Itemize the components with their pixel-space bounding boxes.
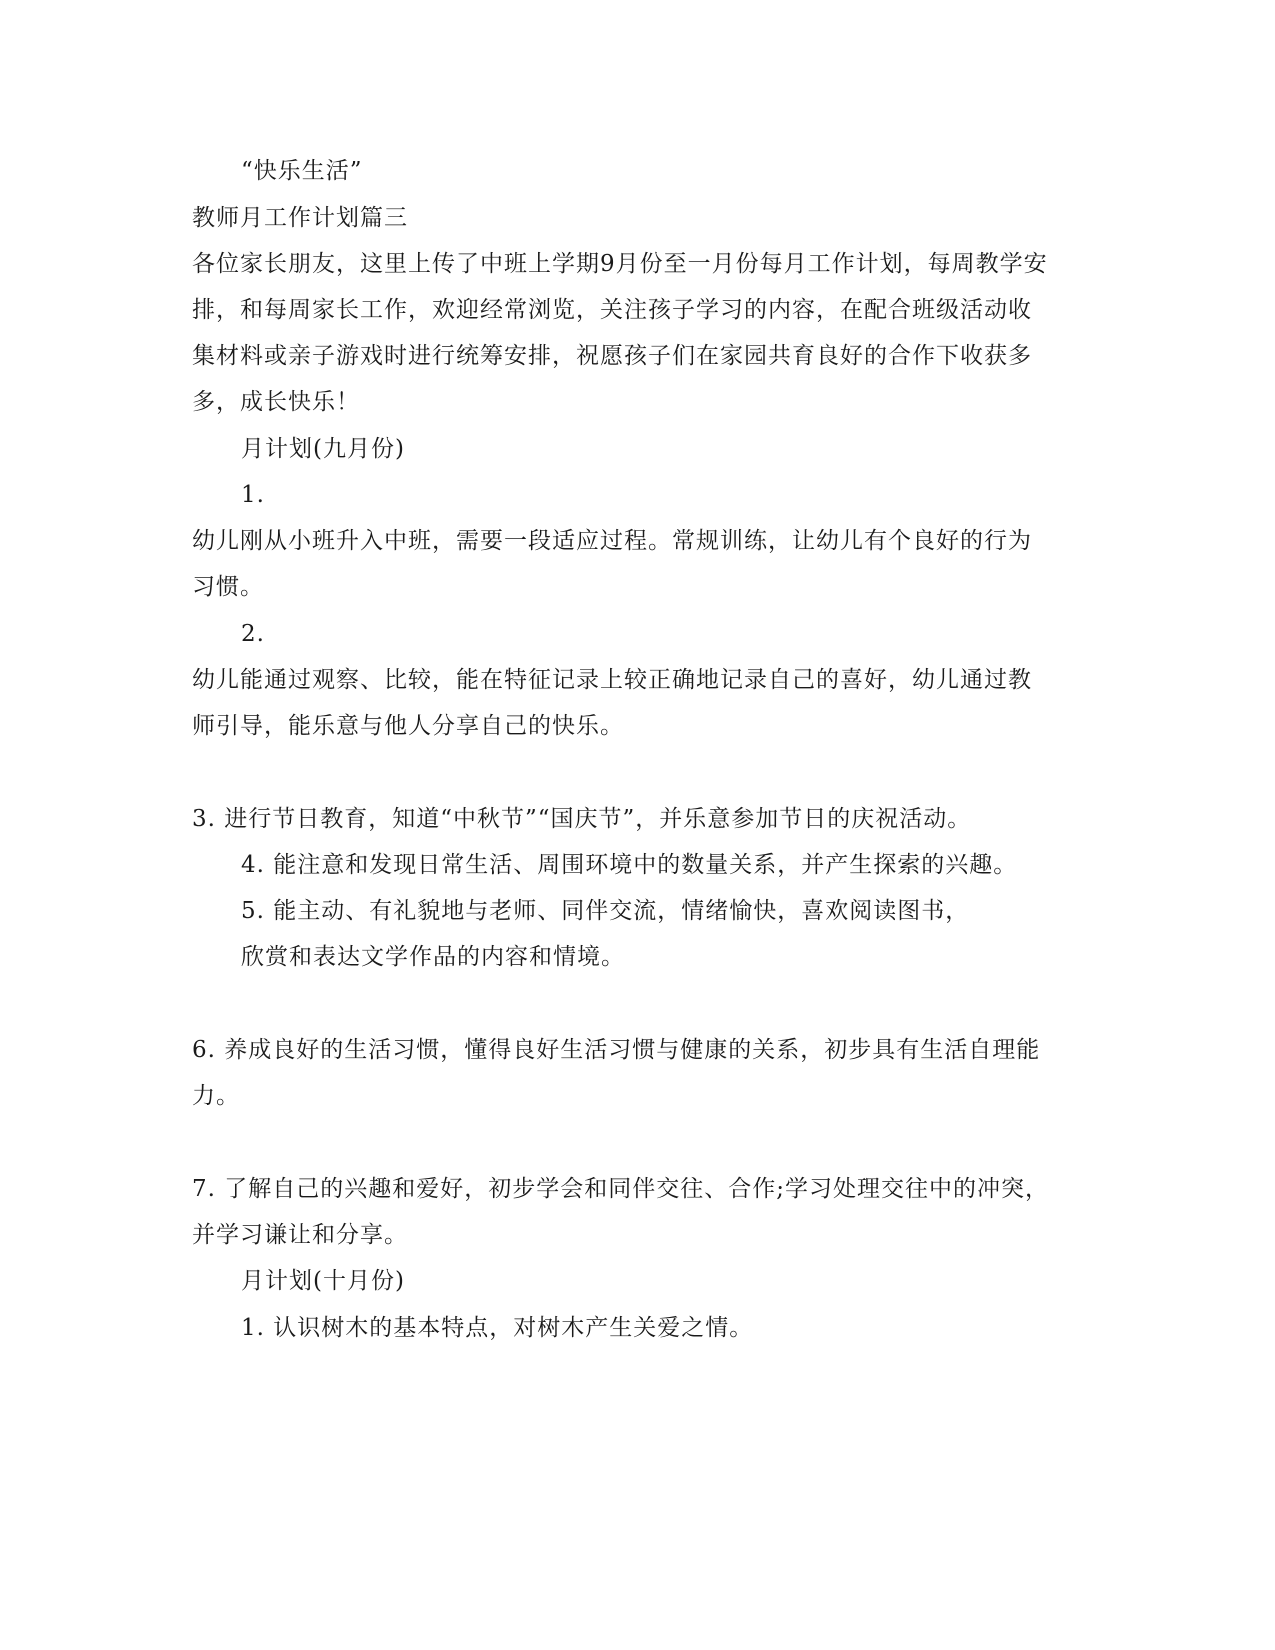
september-item4: 4. 能注意和发现日常生活、周围环境中的数量关系，并产生探索的兴趣。 [241, 852, 1018, 878]
september-item2-line-2: 师引导，能乐意与他人分享自己的快乐。 [192, 713, 624, 739]
intro-line-3: 集材料或亲子游戏时进行统筹安排，祝愿孩子们在家园共育良好的合作下收获多 [192, 343, 1032, 369]
september-item2-number: 2. [241, 621, 265, 647]
section-heading: 教师月工作计划篇三 [192, 205, 408, 231]
intro-line-1: 各位家长朋友，这里上传了中班上学期9月份至一月份每月工作计划，每周教学安 [192, 251, 1048, 277]
october-plan-title: 月计划(十月份) [241, 1268, 405, 1294]
september-item3: 3. 进行节日教育，知道“中秋节”“国庆节”，并乐意参加节日的庆祝活动。 [192, 806, 972, 832]
september-item7-line-1: 7. 了解自己的兴趣和爱好，初步学会和同伴交往、合作;学习处理交往中的冲突， [192, 1176, 1050, 1202]
september-item5-line-1: 5. 能主动、有礼貌地与老师、同伴交流，情绪愉快，喜欢阅读图书， [241, 898, 970, 924]
intro-line-4: 多，成长快乐！ [192, 389, 360, 415]
september-plan-title: 月计划(九月份) [241, 436, 405, 462]
september-item2-line-1: 幼儿能通过观察、比较，能在特征记录上较正确地记录自己的喜好，幼儿通过教 [192, 667, 1032, 693]
october-item1: 1. 认识树木的基本特点，对树木产生关爱之情。 [241, 1315, 754, 1341]
september-item1-number: 1. [241, 482, 265, 508]
september-item1-line-1: 幼儿刚从小班升入中班，需要一段适应过程。常规训练，让幼儿有个良好的行为 [192, 528, 1032, 554]
september-item1-line-2: 习惯。 [192, 574, 264, 600]
september-item6-line-2: 力。 [192, 1083, 240, 1109]
intro-line-2: 排，和每周家长工作，欢迎经常浏览，关注孩子学习的内容，在配合班级活动收 [192, 297, 1032, 323]
quote-title: “快乐生活” [241, 158, 363, 184]
september-item7-line-2: 并学习谦让和分享。 [192, 1222, 408, 1248]
september-item5-line-2: 欣赏和表达文学作品的内容和情境。 [241, 944, 625, 970]
september-item6-line-1: 6. 养成良好的生活习惯，懂得良好生活习惯与健康的关系，初步具有生活自理能 [192, 1037, 1041, 1063]
